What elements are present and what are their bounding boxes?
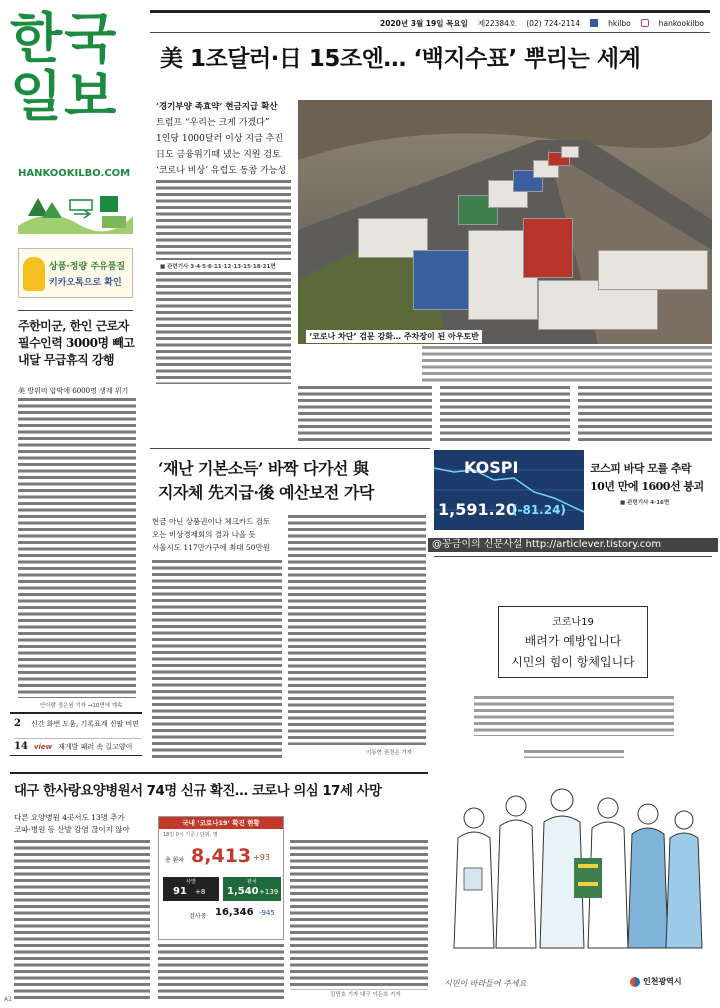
bottom-body-1: [14, 840, 150, 1000]
index-page-2: 14: [14, 741, 28, 752]
lead-body-3: [298, 386, 432, 442]
stats-death-label: 사망: [186, 879, 196, 885]
phone: (02) 724-2114: [526, 18, 581, 28]
index-item-2[interactable]: [14, 738, 142, 752]
lead-related[interactable]: ■ 관련기사 3·4·5·6·11·12·13·15·18·21면: [160, 264, 276, 270]
page-number: A2: [4, 996, 12, 1003]
covid-stats-box: [158, 816, 284, 940]
ad-character-icon: [23, 257, 45, 291]
ad-sponsor-name: 인천광역시: [643, 977, 682, 986]
instagram-icon: [641, 19, 649, 27]
lead-body-4: [440, 386, 570, 442]
lead-sub3: 1인당 1000달러 이상 지급 추진: [156, 134, 284, 144]
medical-staff-illustration: [434, 778, 712, 958]
lead-headline[interactable]: 美 1조달러·日 15조엔… ‘백지수표’ 뿌리는 세계: [160, 46, 641, 72]
photo-caption-text: [422, 346, 712, 382]
bottom-headline[interactable]: 대구 한사랑요양병원서 74명 신규 확진… 코로나 의심 17세 사망: [14, 784, 382, 799]
kospi-label: KOSPI: [464, 458, 519, 477]
stats-released-label: 완치: [247, 879, 257, 885]
kospi-headline-1[interactable]: 코스피 바닥 모를 추락: [590, 462, 692, 475]
left-ad-line2: 키카오톡으로 확인: [49, 278, 122, 288]
kospi-headline-2[interactable]: 10년 만에 1600선 붕괴: [590, 480, 704, 493]
bottom-body-3: [290, 840, 428, 990]
watermark: @꽁금이의 신문사설 http://articlever.tistory.com: [428, 538, 718, 552]
second-headline-2[interactable]: 지자체 先지급·後 예산보전 가닥: [158, 483, 374, 502]
bottom-rule: [10, 772, 428, 774]
index-text-1: 신간 화번 도움, 기록표계 신팔 비편: [30, 719, 139, 728]
kospi-related[interactable]: ■ 관련기사 4·16면: [620, 500, 670, 506]
newspaper-logo[interactable]: [10, 7, 140, 128]
lead-subheads: [156, 100, 291, 176]
logo-line1: 한국: [10, 7, 119, 70]
site-url[interactable]: HANKOOKILBO.COM: [18, 168, 131, 179]
lead-body-2: [156, 272, 291, 384]
ad-small-print: [524, 750, 624, 758]
stats-tested: 16,346: [215, 907, 254, 918]
issue-date: 2020년 3월 19일 목요일: [380, 18, 468, 28]
incheon-logo-icon: [630, 977, 640, 987]
stats-tested-label: 검사중: [189, 913, 207, 920]
ad-line1: 코로나19: [552, 617, 594, 628]
stats-released-delta: +139: [259, 888, 279, 896]
ad-signature: 시민이 바라들어 주세요: [444, 979, 527, 988]
date-bar-rule: [150, 10, 710, 13]
kospi-change: (-81.24): [512, 503, 566, 517]
weather-icon: [18, 186, 133, 234]
lead-sub1: ‘경기부양 족효약’ 현금지급 확산: [156, 102, 278, 112]
left-story-byline: 안아람 정은원 기자 →10면에 계속: [40, 703, 123, 709]
index-box: [10, 712, 142, 756]
second-rule: [150, 448, 430, 449]
stats-box-date: 18일 0시 기준 / 단위: 명: [163, 832, 218, 838]
issue-number: 제22384호: [477, 18, 517, 28]
second-sub1: 현금 아닌 상품권이나 체크카드 검토: [152, 517, 271, 526]
ad-title-box: [498, 606, 648, 678]
kospi-graphic[interactable]: [434, 450, 584, 530]
stats-deaths: 91: [173, 886, 187, 897]
ad-handwriting: [474, 696, 674, 736]
ad-rule: [434, 556, 712, 557]
second-sub2: 오는 비상경제회의 결과 나올 듯: [152, 530, 256, 539]
lead-body-5: [578, 386, 712, 442]
index-page-1: 2: [14, 718, 21, 729]
logo-line2: 일보: [10, 65, 119, 128]
lead-sub2: 트럼프 “우리는 크게 가겠다”: [156, 118, 270, 128]
second-subheads: [152, 515, 282, 554]
stats-box-title: 국내 ‘코로나19’ 확진 현황: [159, 817, 283, 829]
stats-released: 1,540: [227, 886, 259, 897]
lead-sub5: ‘코로나 비상’ 유럽도 동참 가능성: [156, 166, 287, 176]
left-ad-box[interactable]: [18, 248, 133, 298]
second-sub3: 서울시도 117만가구에 최대 50만원: [152, 543, 270, 552]
second-byline: 이동현 권경은 기자: [366, 750, 413, 756]
weather-illustration: [18, 186, 133, 234]
second-body-2: [288, 515, 426, 745]
lead-photo[interactable]: [298, 100, 712, 344]
stats-total: 8,413: [191, 845, 252, 867]
ad-sponsor: [630, 976, 682, 987]
date-bar-bottom-rule: [150, 32, 710, 33]
ad-line3: 시민의 힘이 항체입니다: [511, 655, 635, 669]
stats-death-box: [163, 877, 219, 901]
index-text-2: 재개발 패러 속 길고양이: [58, 742, 133, 751]
covid-ad[interactable]: [434, 558, 712, 1002]
stats-total-label: 총 환자: [165, 857, 185, 864]
photo-caption: ‘코로나 차단’ 검문 강화… 주차장이 된 아우토반: [306, 330, 482, 343]
lead-sub4: 日도 금융위기때 냈는 지원 검토: [156, 150, 281, 160]
stats-released-box: [223, 877, 281, 901]
kospi-value: 1,591.20: [438, 500, 517, 519]
facebook-icon: [590, 19, 598, 27]
bottom-sub1: 다른 요양병원 4곳서도 13명 추가: [14, 813, 125, 822]
left-story-top-rule: [18, 310, 133, 311]
left-ad-line1: 상품·정량 주유품질: [49, 262, 126, 272]
left-story-sub: 美 방위비 압박에 6000명 생계 위기: [18, 387, 129, 395]
stats-total-delta: +93: [253, 853, 270, 862]
bottom-sub2: 코파·병원 등 산발 감염 끊이지 않아: [14, 825, 130, 834]
left-story-body: [18, 398, 136, 698]
left-story-headline[interactable]: 주한미군, 한인 근로자 필수인력 3000명 빼고 내달 무급휴직 강행: [18, 319, 135, 367]
index-item-1[interactable]: [14, 718, 142, 729]
second-headline-1[interactable]: ‘재난 기본소득’ 바짝 다가선 與: [158, 459, 369, 478]
bottom-byline: 김민호 기자 대구 이든호 기자: [330, 992, 401, 998]
view-tag: view: [33, 742, 53, 751]
second-body-1: [152, 560, 282, 760]
instagram-handle[interactable]: hankookilbo: [658, 18, 704, 28]
facebook-handle[interactable]: hkilbo: [608, 18, 631, 28]
lead-body-1: [156, 180, 291, 260]
stats-deaths-delta: +8: [195, 888, 206, 896]
stats-tested-delta: -945: [259, 909, 275, 917]
ad-line2: 배려가 예방입니다: [524, 634, 622, 648]
bottom-subheads: [14, 812, 154, 836]
date-bar: [380, 16, 710, 30]
bottom-body-2: [158, 944, 284, 1000]
